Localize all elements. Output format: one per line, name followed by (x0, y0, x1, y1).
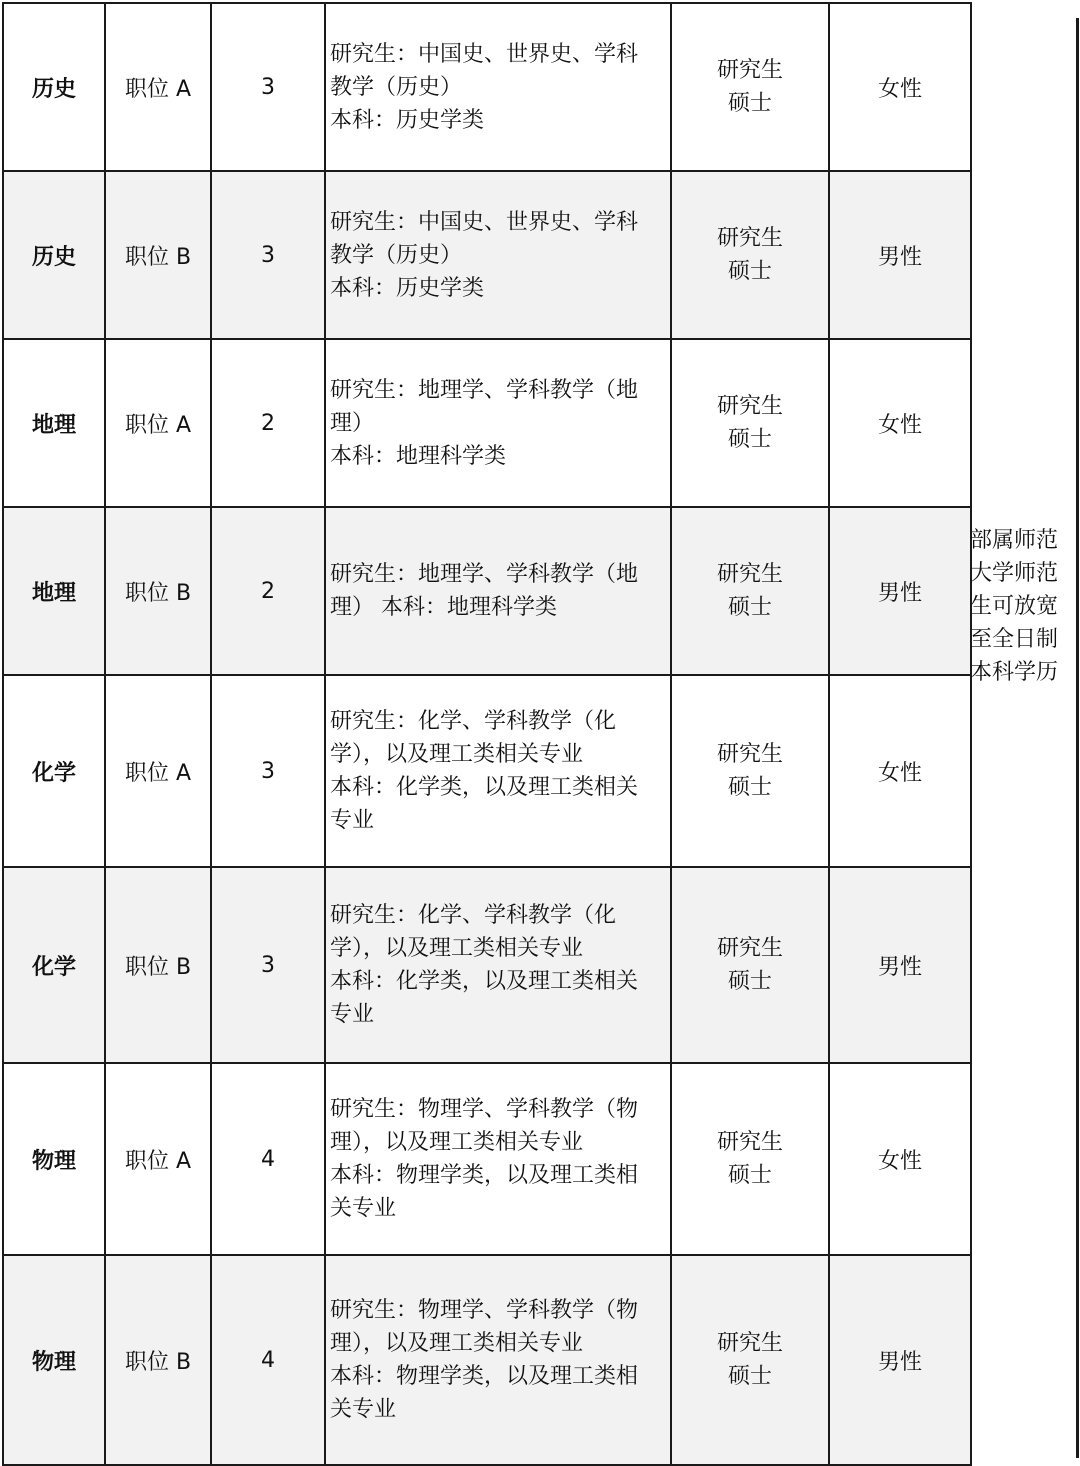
subject-cell: 化学 (3, 867, 105, 1063)
count-cell: 3 (211, 675, 325, 867)
count-cell: 2 (211, 339, 325, 507)
table-row (3, 1063, 971, 1255)
gender-cell: 女性 (829, 1063, 971, 1255)
table-row (3, 171, 971, 339)
subject-cell: 物理 (3, 1063, 105, 1255)
gender-cell: 女性 (829, 3, 971, 171)
gender-cell: 男性 (829, 1255, 971, 1465)
major-cell: 研究生：中国史、世界史、学科 教学（历史） 本科：历史学类 (325, 171, 671, 339)
degree-cell: 研究生 硕士 (671, 675, 829, 867)
table-row (3, 339, 971, 507)
table-row (3, 3, 971, 171)
major-cell: 研究生：物理学、学科教学（物 理），以及理工类相关专业 本科：物理学类，以及理工类相 关专业 (325, 1255, 671, 1465)
position-cell: 职位 B (105, 867, 211, 1063)
table-row (3, 675, 971, 867)
count-cell: 3 (211, 3, 325, 171)
position-cell: 职位 B (105, 171, 211, 339)
subject-cell: 物理 (3, 1255, 105, 1465)
gender-cell: 女性 (829, 675, 971, 867)
table-row (3, 867, 971, 1063)
degree-cell: 研究生 硕士 (671, 171, 829, 339)
remark-note: 部属师范大学师范生可放宽至全日制本科学历 (970, 528, 1059, 685)
subject-cell: 历史 (3, 171, 105, 339)
degree-cell: 研究生 硕士 (671, 3, 829, 171)
count-cell: 4 (211, 1255, 325, 1465)
degree-cell: 研究生 硕士 (671, 1255, 829, 1465)
count-cell: 3 (211, 171, 325, 339)
position-cell: 职位 B (105, 507, 211, 675)
position-cell: 职位 A (105, 339, 211, 507)
table-row (3, 507, 971, 675)
subject-cell: 地理 (3, 507, 105, 675)
recruitment-table (2, 2, 972, 1466)
degree-cell: 研究生 硕士 (671, 507, 829, 675)
degree-cell: 研究生 硕士 (671, 867, 829, 1063)
degree-cell: 研究生 硕士 (671, 339, 829, 507)
subject-cell: 地理 (3, 339, 105, 507)
gender-cell: 男性 (829, 171, 971, 339)
major-cell: 研究生：地理学、学科教学（地 理） 本科：地理科学类 (325, 339, 671, 507)
position-cell: 职位 A (105, 675, 211, 867)
table-row (3, 1255, 971, 1465)
degree-cell: 研究生 硕士 (671, 1063, 829, 1255)
position-cell: 职位 A (105, 3, 211, 171)
major-cell: 研究生：中国史、世界史、学科 教学（历史） 本科：历史学类 (325, 3, 671, 171)
gender-cell: 女性 (829, 339, 971, 507)
count-cell: 3 (211, 867, 325, 1063)
major-cell: 研究生：地理学、学科教学（地 理） 本科：地理科学类 (325, 507, 671, 675)
major-cell: 研究生：物理学、学科教学（物 理），以及理工类相关专业 本科：物理学类，以及理工类相 关专业 (325, 1063, 671, 1255)
subject-cell: 化学 (3, 675, 105, 867)
count-cell: 4 (211, 1063, 325, 1255)
gender-cell: 男性 (829, 507, 971, 675)
count-cell: 2 (211, 507, 325, 675)
right-border-rule (1076, 18, 1079, 1458)
major-cell: 研究生：化学、学科教学（化 学），以及理工类相关专业 本科：化学类，以及理工类相关 专业 (325, 675, 671, 867)
subject-cell: 历史 (3, 3, 105, 171)
major-cell: 研究生：化学、学科教学（化 学），以及理工类相关专业 本科：化学类，以及理工类相关 专业 (325, 867, 671, 1063)
position-cell: 职位 B (105, 1255, 211, 1465)
position-cell: 职位 A (105, 1063, 211, 1255)
gender-cell: 男性 (829, 867, 971, 1063)
